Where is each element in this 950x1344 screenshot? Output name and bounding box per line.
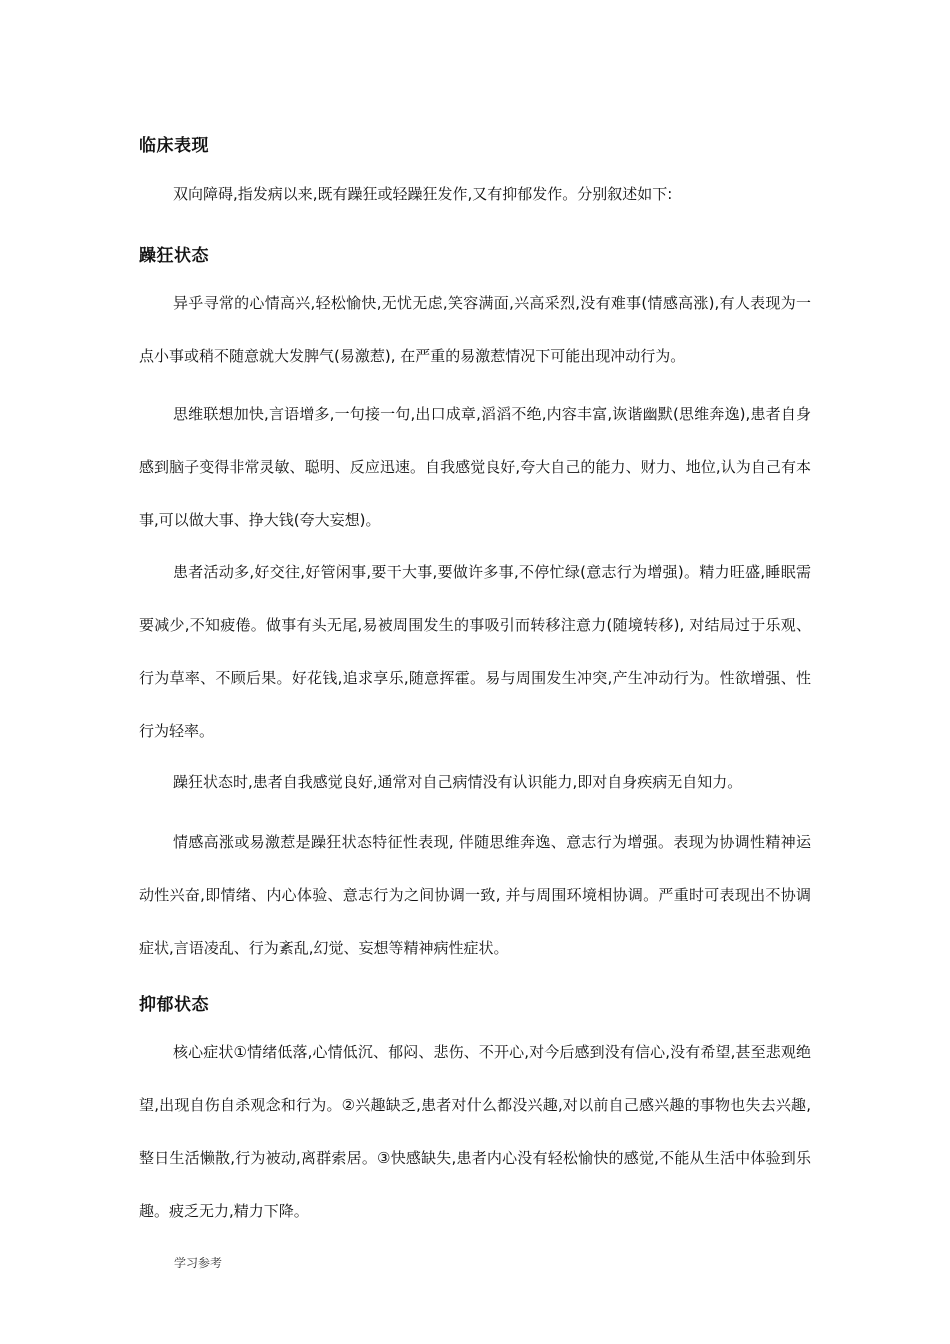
- paragraph-mania-4: 躁狂状态时,患者自我感觉良好,通常对自己病情没有认识能力,即对自身疾病无自知力。: [173, 773, 743, 791]
- section-heading-mania: 躁狂状态: [139, 246, 209, 266]
- paragraph-mania-2: 思维联想加快,言语增多,一句接一句,出口成章,滔滔不绝,内容丰富,诙谐幽默(思维奔逸),患者自身感到脑子变得非常灵敏、聪明、反应迅速。自我感觉良好,夸大自己的能力、财力、地位,认为自己有本事,可以做大事、挣大钱(夸大妄想)。: [139, 405, 811, 529]
- footer-watermark: 学习参考: [174, 1256, 223, 1270]
- section-heading-clinical: 临床表现: [139, 136, 209, 156]
- paragraph-intro: 双向障碍,指发病以来,既有躁狂或轻躁狂发作,又有抑郁发作。分别叙述如下:: [173, 185, 673, 203]
- paragraph-depression-1: 核心症状①情绪低落,心情低沉、郁闷、悲伤、不开心,对今后感到没有信心,没有希望,甚至悲观绝望,出现自伤自杀观念和行为。②兴趣缺乏,患者对什么都没兴趣,对以前自己感兴趣的事物也失去兴趣,整日生活懒散,行为被动,离群索居。③快感缺失,患者内心没有轻松愉快的感觉,不能从生活中体验到乐趣。疲乏无力,精力下降。: [139, 1043, 811, 1220]
- paragraph-mania-3: 患者活动多,好交往,好管闲事,要干大事,要做许多事,不停忙绿(意志行为增强)。精力旺盛,睡眠需要减少,不知疲倦。做事有头无尾,易被周围发生的事吸引而转移注意力(随境转移), 对结局过于乐观、行为草率、不顾后果。好花钱,追求享乐,随意挥霍。易与周围发生冲突,产生冲动行为。性欲增强、性行为轻率。: [139, 563, 811, 740]
- paragraph-mania-1: 异乎寻常的心情高兴,轻松愉快,无忧无虑,笑容满面,兴高采烈,没有难事(情感高涨),有人表现为一点小事或稍不随意就大发脾气(易激惹), 在严重的易激惹情况下可能出现冲动行为。: [139, 294, 811, 365]
- paragraph-mania-5: 情感高涨或易激惹是躁狂状态特征性表现, 伴随思维奔逸、意志行为增强。表现为协调性精神运动性兴奋,即情绪、内心体验、意志行为之间协调一致, 并与周围环境相协调。严重时可表现出不协调症状,言语凌乱、行为紊乱,幻觉、妄想等精神病性症状。: [139, 833, 811, 957]
- section-heading-depression: 抑郁状态: [139, 995, 209, 1015]
